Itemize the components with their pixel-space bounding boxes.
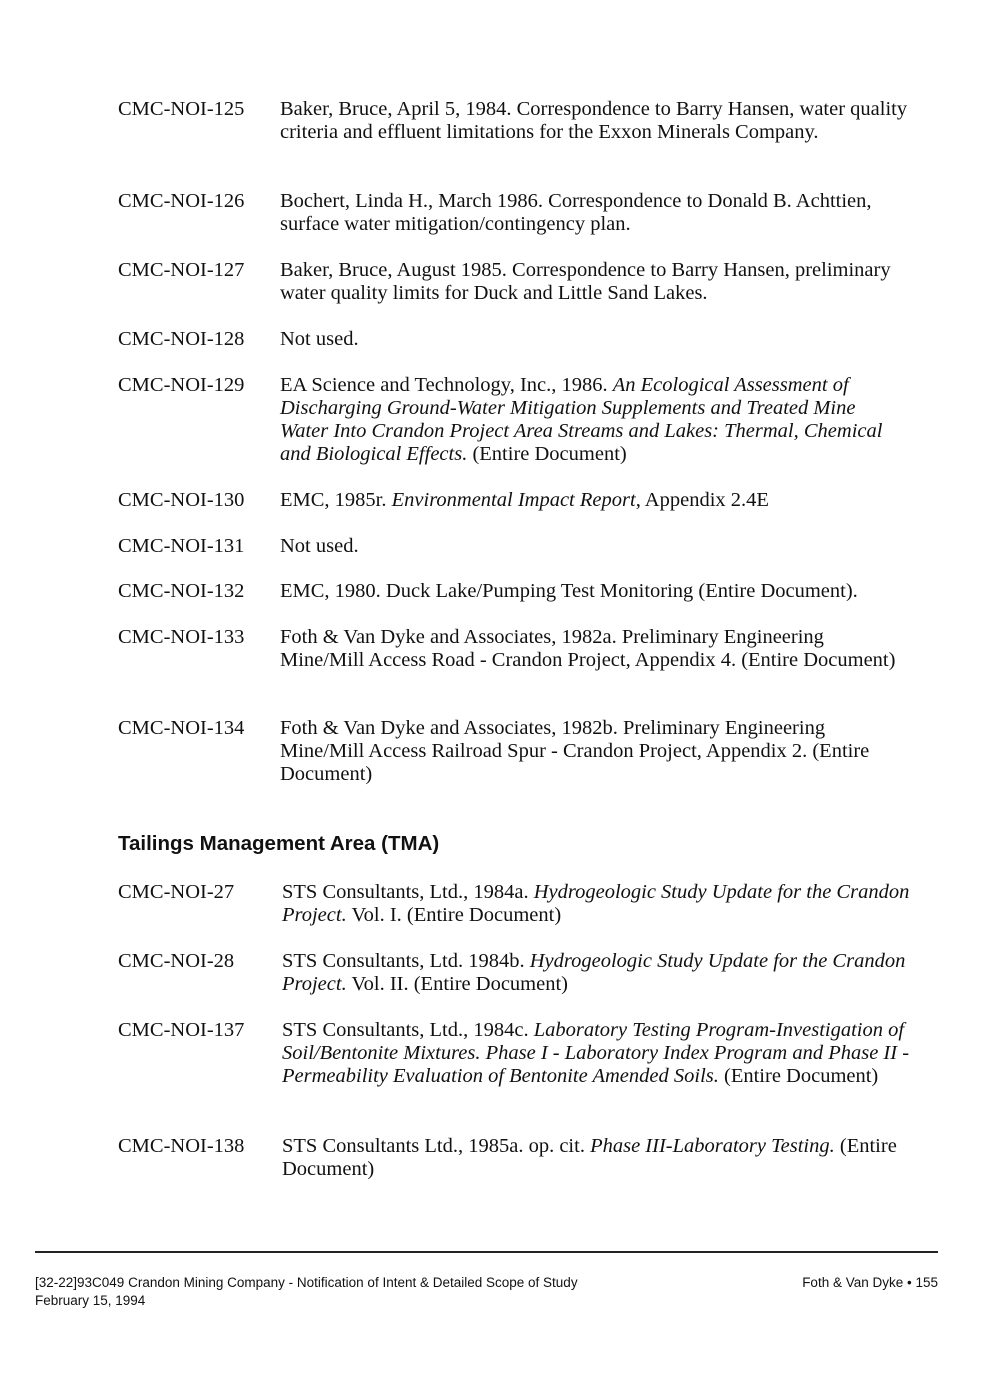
reference-code: CMC-NOI-137 xyxy=(118,1019,245,1041)
reference-lead: STS Consultants, Ltd. 1984b. xyxy=(282,950,530,972)
footer-date: February 15, 1994 xyxy=(35,1293,146,1308)
reference-code: CMC-NOI-27 xyxy=(118,881,235,903)
reference-tail: (Entire Document) xyxy=(467,443,627,465)
reference-text xyxy=(282,950,910,996)
reference-tail: Vol. I. (Entire Document) xyxy=(346,904,562,926)
reference-lead: EMC, 1985r. xyxy=(280,489,392,511)
footer-page-number: Foth & Van Dyke • 155 xyxy=(802,1275,938,1290)
reference-title: Laboratory Testing Program-Investigation of Soil/Bentonite Mixtures. Phase I - Laboratory Index Program and Phase II - Permeability Evaluation of Bentonite Amended Soils. xyxy=(282,1019,910,1087)
reference-text: Not used. xyxy=(280,535,359,557)
reference-code: CMC-NOI-131 xyxy=(118,535,245,557)
reference-code: CMC-NOI-28 xyxy=(118,950,235,972)
reference-text: Baker, Bruce, August 1985. Correspondence to Barry Hansen, preliminary water quality limits for Duck and Little Sand Lakes. xyxy=(280,259,891,304)
reference-tail: (Entire Document) xyxy=(718,1065,879,1087)
reference-text xyxy=(282,1135,910,1181)
reference-code: CMC-NOI-133 xyxy=(118,626,245,648)
reference-code: CMC-NOI-125 xyxy=(118,98,245,120)
reference-text: Baker, Bruce, April 5, 1984. Correspondence to Barry Hansen, water quality criteria and effluent limitations for the Exxon Minerals Company. xyxy=(280,98,908,143)
reference-text: Foth & Van Dyke and Associates, 1982a. Preliminary Engineering Mine/Mill Access Road - Crandon Project, Appendix 4. (Entire Document) xyxy=(280,626,896,671)
reference-lead: EA Science and Technology, Inc., 1986. xyxy=(280,374,613,396)
reference-code: CMC-NOI-127 xyxy=(118,259,245,281)
reference-tail: Vol. II. (Entire Document) xyxy=(346,973,568,995)
reference-title: Hydrogeologic Study Update for the Crandon Project. xyxy=(282,950,906,995)
reference-lead: STS Consultants, Ltd., 1984a. xyxy=(282,881,534,903)
reference-text xyxy=(280,374,908,466)
reference-lead: STS Consultants Ltd., 1985a. op. cit. xyxy=(282,1135,591,1157)
reference-text: EMC, 1980. Duck Lake/Pumping Test Monitoring (Entire Document). xyxy=(280,580,858,602)
reference-lead: STS Consultants, Ltd., 1984c. xyxy=(282,1019,534,1041)
footer-document-title: [32-22]93C049 Crandon Mining Company - Notification of Intent & Detailed Scope of Study xyxy=(35,1275,578,1290)
reference-code: CMC-NOI-130 xyxy=(118,489,245,511)
reference-title: Hydrogeologic Study Update for the Crandon Project. xyxy=(282,881,910,926)
reference-code: CMC-NOI-132 xyxy=(118,580,245,602)
reference-title: Environmental Impact Report xyxy=(391,489,636,511)
reference-code: CMC-NOI-129 xyxy=(118,374,245,396)
reference-tail: , Appendix 2.4E xyxy=(635,489,769,511)
reference-title: An Ecological Assessment of Discharging Ground-Water Mitigation Supplements and Treated Mine Water Into Crandon Project Area Streams and Lakes: Thermal, Chemical and Biological Effects. xyxy=(280,374,883,465)
reference-title: Phase III-Laboratory Testing. xyxy=(590,1135,835,1157)
footer-left xyxy=(35,1274,578,1310)
reference-text: Foth & Van Dyke and Associates, 1982b. Preliminary Engineering Mine/Mill Access Railroad Spur - Crandon Project, Appendix 2. (Entire Document) xyxy=(280,717,870,785)
reference-text: Bochert, Linda H., March 1986. Correspondence to Donald B. Achttien, surface water mitigation/contingency plan. xyxy=(280,190,872,235)
footer-divider xyxy=(35,1251,938,1253)
reference-code: CMC-NOI-134 xyxy=(118,717,245,739)
reference-code: CMC-NOI-126 xyxy=(118,190,245,212)
reference-text: Not used. xyxy=(280,328,359,350)
reference-code: CMC-NOI-128 xyxy=(118,328,245,350)
section-heading: Tailings Management Area (TMA) xyxy=(118,832,440,855)
reference-code: CMC-NOI-138 xyxy=(118,1135,245,1157)
reference-text xyxy=(282,881,910,927)
reference-text xyxy=(282,1019,910,1088)
reference-text xyxy=(280,489,908,512)
reference-tail: (Entire Document) xyxy=(282,1135,897,1180)
